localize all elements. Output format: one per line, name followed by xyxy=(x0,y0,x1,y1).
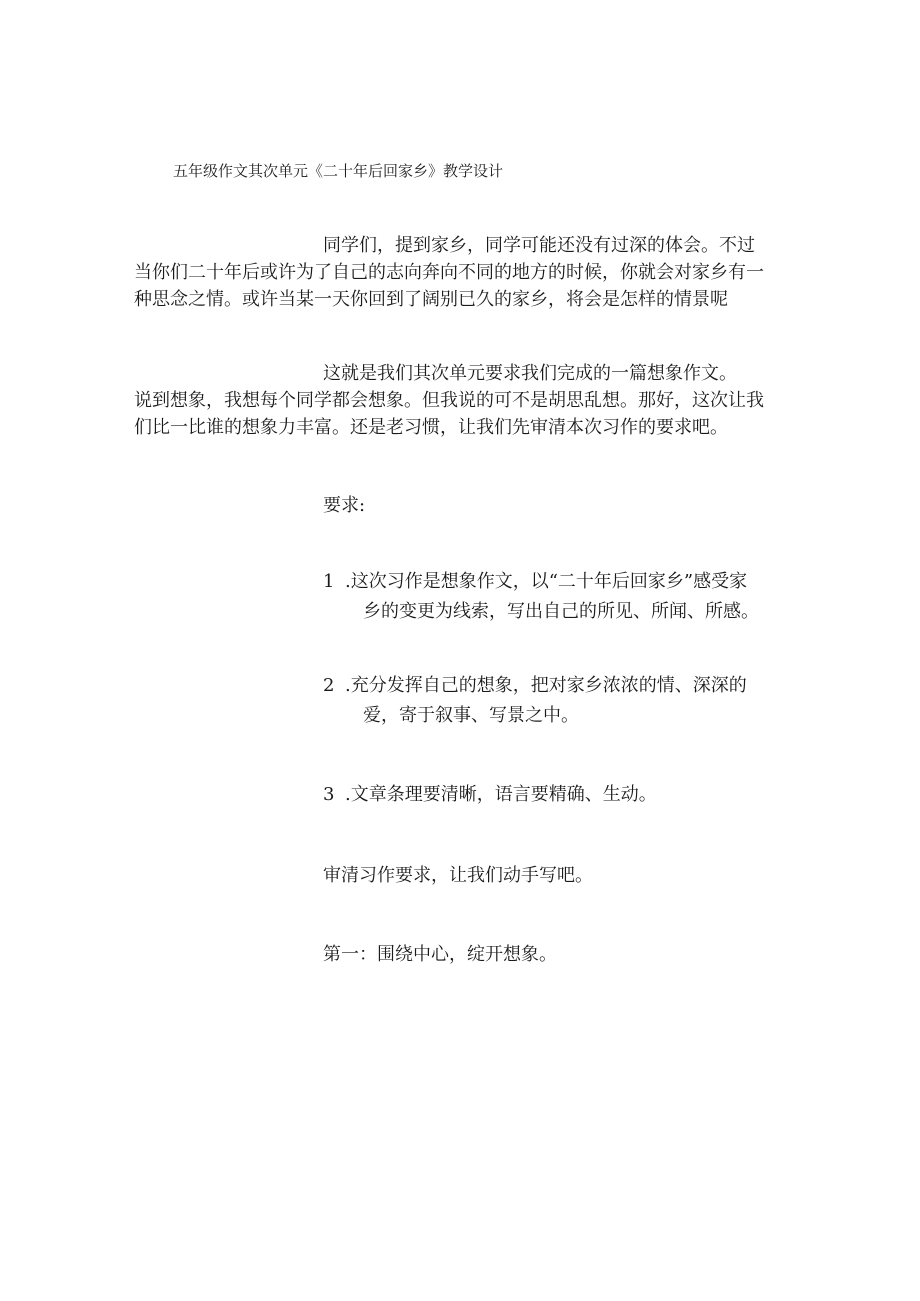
requirement-number: 2 xyxy=(323,675,335,696)
intro-line-2: 当你们二十年后或许为了自己的志向奔向不同的地方的时候，你就会对家乡有一 xyxy=(134,262,764,283)
requirement-text: .这次习作是想象作文，以“二十年后回家乡”感受家 xyxy=(345,571,748,592)
requirement-text: .充分发挥自己的想象，把对家乡浓浓的情、深深的 xyxy=(345,675,747,696)
imagination-line-1: 这就是我们其次单元要求我们完成的一篇想象作文。 xyxy=(323,363,737,384)
requirement-item xyxy=(323,567,759,627)
document-title: 五年级作文其次单元《二十年后回家乡》教学设计 xyxy=(173,162,504,180)
requirement-continuation: 乡的变更为线索，写出自己的所见、所闻、所感。 xyxy=(363,601,759,622)
requirement-number: 1 xyxy=(323,571,335,592)
intro-line-3: 种思念之情。或许当某一天你回到了阔别已久的家乡，将会是怎样的情景呢 xyxy=(134,289,728,310)
requirement-first-line xyxy=(323,780,657,810)
imagination-line-3: 们比一比谁的想象力丰富。还是老习惯，让我们先审清本次习作的要求吧。 xyxy=(134,417,728,438)
requirement-first-line xyxy=(323,567,759,597)
requirement-text: .文章条理要清晰，语言要精确、生动。 xyxy=(345,784,657,805)
requirement-item xyxy=(323,671,747,731)
requirement-first-line xyxy=(323,671,747,701)
requirement-item xyxy=(323,780,657,810)
imagination-line-2: 说到想象，我想每个同学都会想象。但我说的可不是胡思乱想。那好，这次让我 xyxy=(134,390,764,411)
imagination-paragraph xyxy=(134,360,786,441)
requirement-continuation: 爱，寄于叙事、写景之中。 xyxy=(363,705,579,726)
intro-line-1: 同学们，提到家乡，同学可能还没有过深的体会。不过 xyxy=(323,235,755,256)
step-one-heading: 第一：围绕中心，绽开想象。 xyxy=(323,944,557,965)
closing-sentence: 审清习作要求，让我们动手写吧。 xyxy=(323,865,593,886)
intro-paragraph xyxy=(134,232,786,313)
requirements-heading: 要求: xyxy=(323,495,366,516)
requirement-number: 3 xyxy=(323,784,335,805)
